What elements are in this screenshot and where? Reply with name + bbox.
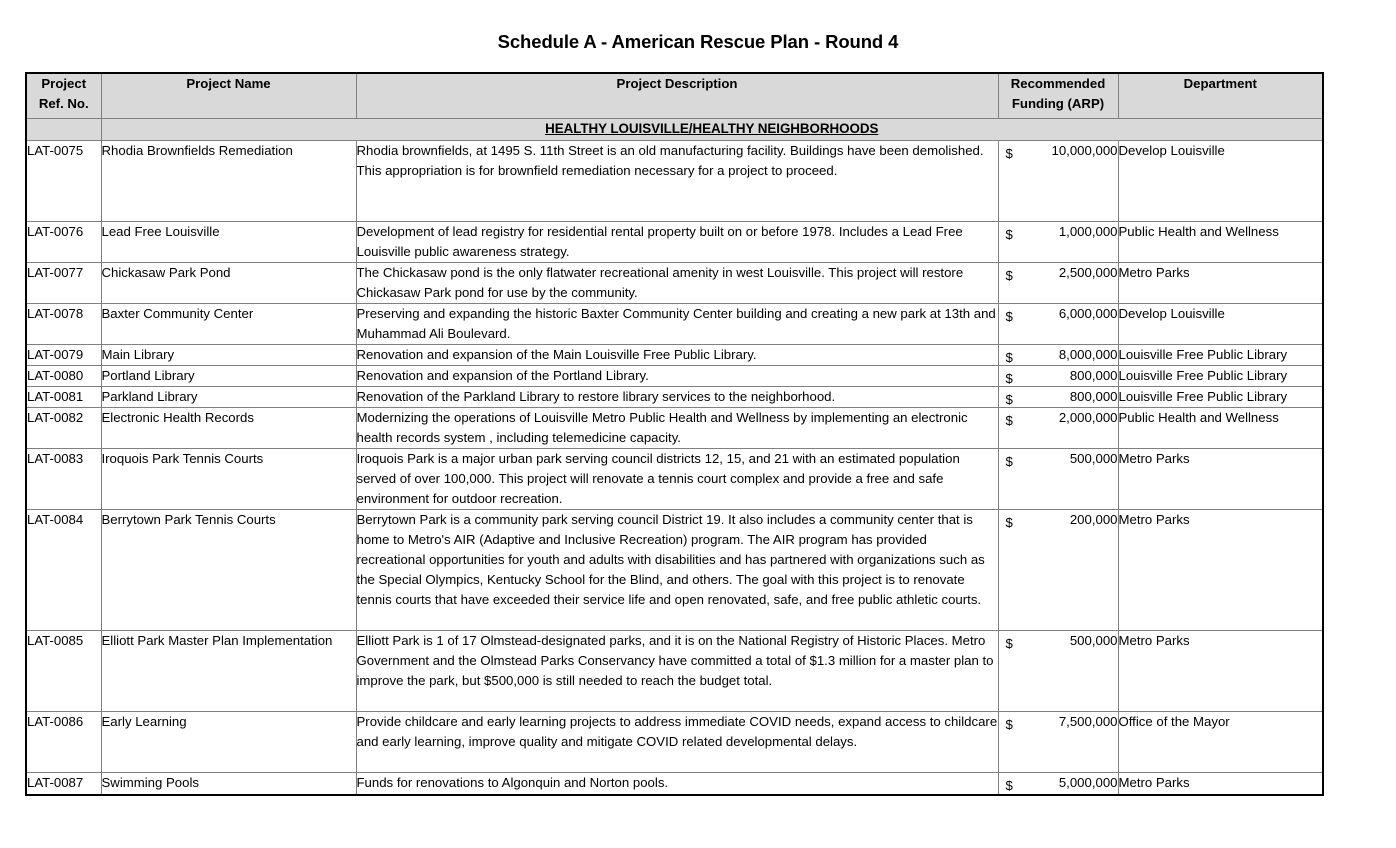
cell-project-ref: LAT-0080 (26, 366, 101, 387)
cell-recommended-funding (998, 408, 1118, 449)
cell-project-name: Chickasaw Park Pond (101, 263, 356, 304)
cell-recommended-funding (998, 366, 1118, 387)
currency-symbol: $ (1005, 413, 1013, 428)
table-row (26, 449, 1323, 510)
cell-department: Louisville Free Public Library (1118, 387, 1323, 408)
cell-department: Public Health and Wellness (1118, 222, 1323, 263)
cell-project-ref: LAT-0086 (26, 712, 101, 773)
cell-department: Metro Parks (1118, 510, 1323, 631)
cell-project-name: Early Learning (101, 712, 356, 773)
currency-symbol: $ (1005, 146, 1013, 161)
funding-amount: 500,000 (1069, 633, 1118, 648)
cell-department: Metro Parks (1118, 631, 1323, 712)
currency-symbol: $ (1005, 778, 1013, 793)
table-row (26, 263, 1323, 304)
funding-amount: 2,000,000 (1058, 410, 1118, 425)
cell-department: Metro Parks (1118, 449, 1323, 510)
section-title: HEALTHY LOUISVILLE/HEALTHY NEIGHBORHOODS (545, 121, 879, 136)
table-row (26, 345, 1323, 366)
funding-amount: 800,000 (1069, 368, 1118, 383)
funding-amount: 500,000 (1069, 451, 1118, 466)
cell-project-ref: LAT-0081 (26, 387, 101, 408)
currency-symbol: $ (1005, 309, 1013, 324)
cell-project-description: Renovation and expansion of the Portland Library. (356, 366, 998, 387)
currency-symbol: $ (1005, 515, 1013, 530)
column-header-project-ref-line1: Project (41, 76, 87, 91)
cell-project-ref: LAT-0075 (26, 141, 101, 222)
funding-amount: 1,000,000 (1058, 224, 1118, 239)
cell-project-description: Renovation of the Parkland Library to restore library services to the neighborhood. (356, 387, 998, 408)
cell-project-name: Berrytown Park Tennis Courts (101, 510, 356, 631)
table-row (26, 510, 1323, 631)
cell-project-name: Main Library (101, 345, 356, 366)
cell-project-name: Parkland Library (101, 387, 356, 408)
section-header-spacer (26, 119, 101, 141)
cell-department: Develop Louisville (1118, 141, 1323, 222)
cell-recommended-funding (998, 773, 1118, 796)
cell-recommended-funding (998, 712, 1118, 773)
cell-project-ref: LAT-0079 (26, 345, 101, 366)
column-header-project-description: Project Description (356, 73, 998, 119)
cell-recommended-funding (998, 510, 1118, 631)
cell-recommended-funding (998, 449, 1118, 510)
cell-project-description: Rhodia brownfields, at 1495 S. 11th Street is an old manufacturing facility. Buildings have been demolished. This appropriation is for brownfield remediation necessary for a project to proceed. (356, 141, 998, 222)
funding-amount: 200,000 (1069, 512, 1118, 527)
cell-department: Louisville Free Public Library (1118, 345, 1323, 366)
funding-amount: 10,000,000 (1051, 143, 1118, 158)
cell-project-name: Rhodia Brownfields Remediation (101, 141, 356, 222)
cell-recommended-funding (998, 387, 1118, 408)
table-row (26, 366, 1323, 387)
currency-symbol: $ (1005, 392, 1013, 407)
cell-project-name: Electronic Health Records (101, 408, 356, 449)
column-header-project-name: Project Name (101, 73, 356, 119)
column-header-funding-line1: Recommended (1010, 76, 1106, 91)
cell-department: Metro Parks (1118, 773, 1323, 796)
table-header (26, 73, 1323, 119)
cell-department: Develop Louisville (1118, 304, 1323, 345)
table-row (26, 141, 1323, 222)
funding-amount: 800,000 (1069, 389, 1118, 404)
cell-project-description: Iroquois Park is a major urban park serving council districts 12, 15, and 21 with an estimated population served of over 100,000. This project will renovate a tennis court complex and provide a free and safe environment for outdoor recreation. (356, 449, 998, 510)
table-row (26, 712, 1323, 773)
cell-project-name: Swimming Pools (101, 773, 356, 796)
cell-recommended-funding (998, 141, 1118, 222)
table-row (26, 773, 1323, 796)
column-header-recommended-funding (998, 73, 1118, 119)
cell-recommended-funding (998, 263, 1118, 304)
currency-symbol: $ (1005, 371, 1013, 386)
cell-project-description: The Chickasaw pond is the only flatwater recreational amenity in west Louisville. This project will restore Chickasaw Park pond for use by the community. (356, 263, 998, 304)
currency-symbol: $ (1005, 636, 1013, 651)
page-title: Schedule A - American Rescue Plan - Round 4 (497, 31, 899, 52)
cell-project-description: Elliott Park is 1 of 17 Olmstead-designated parks, and it is on the National Registry of Historic Places. Metro Government and the Olmstead Parks Conservancy have committed a total of $1.3 million for a master plan to improve the park, but $500,000 is still needed to reach the budget total. (356, 631, 998, 712)
cell-project-name: Portland Library (101, 366, 356, 387)
schedule-table-container (25, 72, 1322, 796)
cell-recommended-funding (998, 222, 1118, 263)
cell-project-description: Development of lead registry for residential rental property built on or before 1978. Includes a Lead Free Louisville public awareness strategy. (356, 222, 998, 263)
cell-project-ref: LAT-0078 (26, 304, 101, 345)
table-body (26, 119, 1323, 796)
column-header-project-ref (26, 73, 101, 119)
cell-project-ref: LAT-0085 (26, 631, 101, 712)
table-row (26, 387, 1323, 408)
table-row (26, 408, 1323, 449)
cell-department: Public Health and Wellness (1118, 408, 1323, 449)
currency-symbol: $ (1005, 454, 1013, 469)
cell-department: Louisville Free Public Library (1118, 366, 1323, 387)
column-header-department: Department (1118, 73, 1323, 119)
cell-project-name: Lead Free Louisville (101, 222, 356, 263)
table-row (26, 222, 1323, 263)
funding-amount: 5,000,000 (1058, 775, 1118, 790)
table-header-row (26, 73, 1323, 119)
section-header-row (26, 119, 1323, 141)
table-row (26, 631, 1323, 712)
cell-recommended-funding (998, 304, 1118, 345)
cell-project-description: Berrytown Park is a community park serving council District 19. It also includes a community center that is home to Metro's AIR (Adaptive and Inclusive Recreation) program. The AIR program has provided recreational opportunities for youth and adults with disabilities and has partnered with organizations such as the Special Olympics, Kentucky School for the Blind, and others. The goal with this project is to renovate tennis courts that have exceeded their service life and open renovated, safe, and free public athletic courts. (356, 510, 998, 631)
column-header-project-ref-line2: Ref. No. (38, 96, 89, 111)
cell-project-ref: LAT-0083 (26, 449, 101, 510)
cell-project-ref: LAT-0087 (26, 773, 101, 796)
funding-amount: 8,000,000 (1058, 347, 1118, 362)
currency-symbol: $ (1005, 268, 1013, 283)
funding-amount: 2,500,000 (1058, 265, 1118, 280)
cell-project-description: Renovation and expansion of the Main Louisville Free Public Library. (356, 345, 998, 366)
cell-project-ref: LAT-0084 (26, 510, 101, 631)
funding-amount: 7,500,000 (1058, 714, 1118, 729)
cell-project-name: Elliott Park Master Plan Implementation (101, 631, 356, 712)
table-row (26, 304, 1323, 345)
cell-project-name: Baxter Community Center (101, 304, 356, 345)
currency-symbol: $ (1005, 227, 1013, 242)
column-header-funding-line2: Funding (ARP) (1011, 96, 1105, 111)
currency-symbol: $ (1005, 717, 1013, 732)
cell-recommended-funding (998, 631, 1118, 712)
cell-project-description: Preserving and expanding the historic Baxter Community Center building and creating a new park at 13th and Muhammad Ali Boulevard. (356, 304, 998, 345)
cell-department: Office of the Mayor (1118, 712, 1323, 773)
schedule-table (25, 72, 1324, 796)
cell-recommended-funding (998, 345, 1118, 366)
cell-department: Metro Parks (1118, 263, 1323, 304)
currency-symbol: $ (1005, 350, 1013, 365)
cell-project-description: Funds for renovations to Algonquin and Norton pools. (356, 773, 998, 796)
funding-amount: 6,000,000 (1058, 306, 1118, 321)
section-header-cell (101, 119, 1323, 141)
cell-project-name: Iroquois Park Tennis Courts (101, 449, 356, 510)
cell-project-ref: LAT-0076 (26, 222, 101, 263)
cell-project-description: Provide childcare and early learning projects to address immediate COVID needs, expand access to childcare and early learning, improve quality and mitigate COVID related developmental delays. (356, 712, 998, 773)
cell-project-description: Modernizing the operations of Louisville Metro Public Health and Wellness by implementing an electronic health records system , including telemedicine capacity. (356, 408, 998, 449)
cell-project-ref: LAT-0077 (26, 263, 101, 304)
cell-project-ref: LAT-0082 (26, 408, 101, 449)
